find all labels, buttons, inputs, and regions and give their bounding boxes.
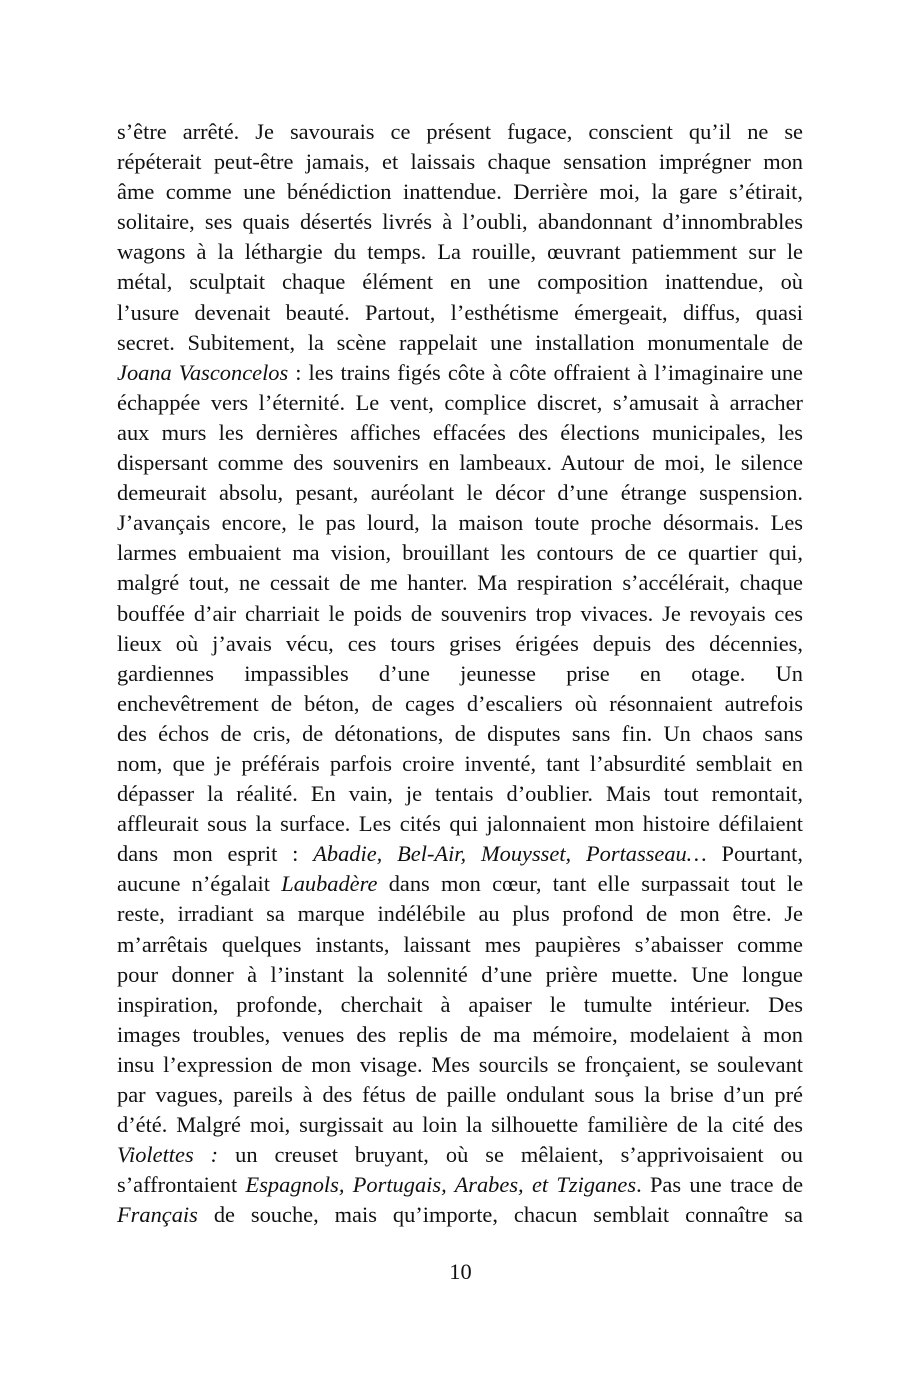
italic-name: Joana Vasconcelos	[117, 359, 289, 385]
text-line: insu l’expression de mon visage. Mes sourcils se fronçaient, se soulevant	[117, 1051, 803, 1077]
text-line: Français de souche, mais qu’importe, chacun semblait connaître sa	[117, 1202, 803, 1228]
text-line: aucune n’égalait Laubadère dans mon cœur, tant elle surpassait tout le	[117, 871, 804, 897]
text-line: inspiration, profonde, cherchait à apaiser le tumulte intérieur. Des	[117, 991, 803, 1017]
text-line: par vagues, pareils à des fétus de paille ondulant sous la brise d’un pré	[117, 1082, 803, 1107]
text-line: wagons à la léthargie du temps. La rouille, œuvrant patiemment sur le	[117, 239, 803, 265]
text-line: d’été. Malgré moi, surgissait au loin la silhouette familière de la cité des	[117, 1112, 803, 1138]
text-line: m’arrêtais quelques instants, laissant mes paupières s’abaisser comme	[117, 931, 803, 957]
text-line: des échos de cris, de détonations, de disputes sans fin. Un chaos sans	[117, 720, 803, 746]
italic-name: Violettes :	[117, 1142, 219, 1168]
text-line: solitaire, ses quais désertés livrés à l’oubli, abandonnant d’innombrables	[117, 209, 803, 235]
text-line: aux murs les dernières affiches effacées des élections municipales, les	[117, 419, 803, 445]
text-line: gardiennes impassibles d’une jeunesse prise en otage. Un	[117, 660, 803, 686]
text-line: images troubles, venues des replis de ma mémoire, modelaient à mon	[117, 1021, 803, 1047]
text-line: métal, sculptait chaque élément en une composition inattendue, où	[117, 269, 803, 295]
text-line: âme comme une bénédiction inattendue. Derrière moi, la gare s’étirait,	[117, 179, 803, 205]
text-line: affleurait sous la surface. Les cités qui jalonnaient mon histoire défilaient	[117, 811, 803, 837]
text-line: secret. Subitement, la scène rappelait une installation monumentale de	[117, 329, 803, 355]
text-line: J’avançais encore, le pas lourd, la maison toute proche désormais. Les	[117, 510, 803, 536]
text-line: enchevêtrement de béton, de cages d’escaliers où résonnaient autrefois	[117, 690, 803, 716]
text-line: dépasser la réalité. En vain, je tentais d’oublier. Mais tout remontait,	[117, 781, 803, 807]
text-line: nom, que je préférais parfois croire inventé, tant l’absurdité semblait en	[117, 750, 803, 776]
italic-name: Abadie, Bel-Air, Mouysset, Portasseau…	[313, 841, 707, 867]
text-line: malgré tout, ne cessait de me hanter. Ma respiration s’accélérait, chaque	[117, 570, 803, 596]
text-line: bouffée d’air charriait le poids de souvenirs trop vivaces. Je revoyais ces	[117, 600, 803, 626]
text-line: Violettes : un creuset bruyant, où se mêlaient, s’apprivoisaient ou	[117, 1142, 803, 1168]
text-line: reste, irradiant sa marque indélébile au plus profond de mon être. Je	[117, 901, 803, 927]
text-line: pour donner à l’instant la solennité d’une prière muette. Une longue	[117, 961, 803, 987]
text-line: s’affrontaient Espagnols, Portugais, Arabes, et Tziganes. Pas une trace de	[117, 1172, 804, 1198]
text-line: demeurait absolu, pesant, auréolant le décor d’une étrange suspension.	[117, 480, 803, 506]
body-paragraph	[117, 117, 803, 1230]
text-line: échappée vers l’éternité. Le vent, complice discret, s’amusait à arracher	[117, 389, 803, 415]
page-number: 10	[449, 1259, 472, 1284]
text-line: dans mon esprit : Abadie, Bel-Air, Mouysset, Portasseau… Pourtant,	[117, 841, 803, 867]
text-line: lieux où j’avais vécu, ces tours grises érigées depuis des décennies,	[117, 630, 803, 656]
italic-name: Français	[117, 1202, 198, 1228]
text-line: s’être arrêté. Je savourais ce présent fugace, conscient qu’il ne se	[117, 119, 803, 144]
italic-name: Laubadère	[281, 871, 378, 897]
italic-name: Espagnols, Portugais, Arabes, et Tziganes	[245, 1172, 637, 1198]
text-line: dispersant comme des souvenirs en lambeaux. Autour de moi, le silence	[117, 450, 803, 476]
text-line: répéterait peut-être jamais, et laissais chaque sensation imprégner mon	[117, 149, 803, 175]
text-line: l’usure devenait beauté. Partout, l’esthétisme émergeait, diffus, quasi	[117, 299, 803, 325]
text-line: Joana Vasconcelos : les trains figés côte à côte offraient à l’imaginaire une	[117, 359, 803, 385]
text-line: larmes embuaient ma vision, brouillant les contours de ce quartier qui,	[117, 540, 803, 566]
